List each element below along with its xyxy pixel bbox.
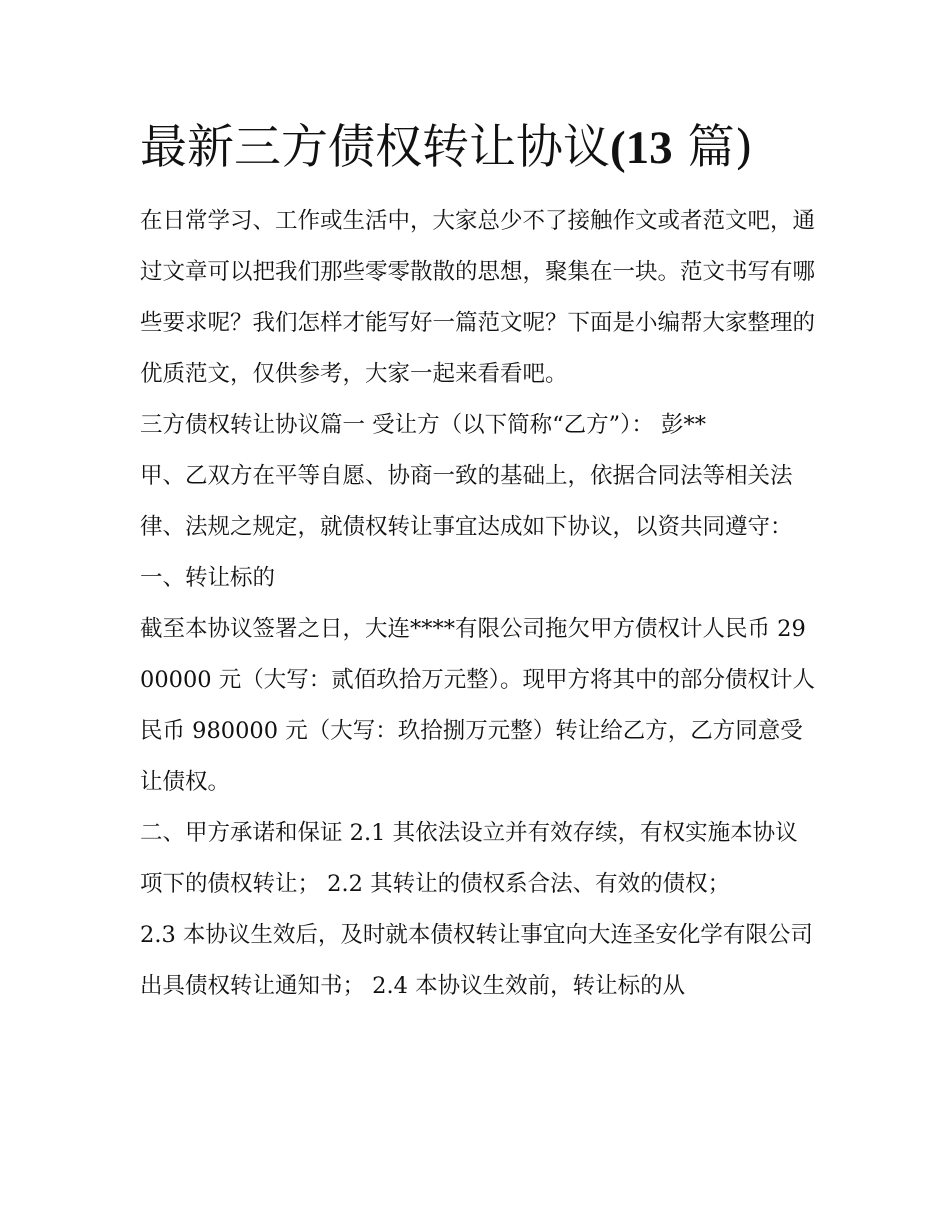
- document-title: [140, 112, 840, 184]
- party-a-warranty-paragraph: 二、甲方承诺和保证 2.1 其依法设立并有效存续，有权实施本协议项下的债权转让； 2.2 其转让的债权系合法、有效的债权；: [140, 820, 798, 897]
- transfer-subject-paragraph: 截至本协议签署之日，大连****有限公司拖欠甲方债权计人民币 2900000 元（大写：贰佰玖拾万元整）。现甲方将其中的部分债权计人民币 980000 元（大写：玖拾捌万元整）转让给乙方，乙方同意受让债权。: [140, 616, 815, 795]
- document-body: [140, 196, 816, 1012]
- clause-2-3-paragraph: 2.3 本协议生效后，及时就本债权转让事宜向大连圣安化学有限公司出具债权转让通知书； 2.4 本协议生效前，转让标的从: [140, 922, 813, 999]
- title-count: (13: [610, 122, 673, 174]
- intro-paragraph: 在日常学习、工作或生活中，大家总少不了接触作文或者范文吧，通过文章可以把我们那些零零散散的思想，聚集在一块。范文书写有哪些要求呢？我们怎样才能写好一篇范文呢？下面是小编帮大家整理的优质范文，仅供参考，大家一起来看看吧。: [140, 208, 816, 387]
- title-main: 最新三方债权转让协议: [140, 120, 610, 175]
- section-heading-paragraph: 三方债权转让协议篇一 受让方（以下简称“乙方”）： 彭**: [140, 412, 707, 438]
- title-suffix: 篇): [687, 120, 753, 175]
- agreement-preamble-paragraph: 甲、乙双方在平等自愿、协商一致的基础上，依据合同法等相关法律、法规之规定，就债权转让事宜达成如下协议，以资共同遵守： 一、转让标的: [140, 463, 793, 591]
